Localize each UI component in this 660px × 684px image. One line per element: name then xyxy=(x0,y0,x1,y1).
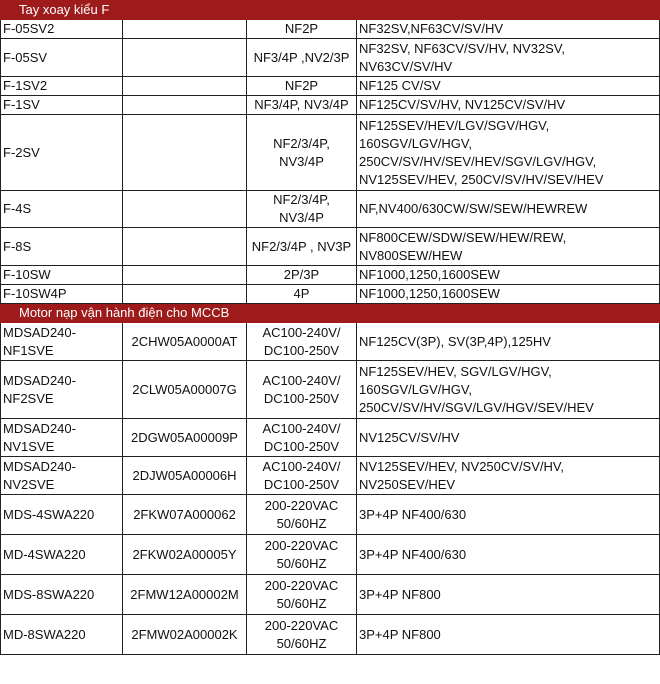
table-row xyxy=(1,361,660,419)
model-cell: F-1SV2 xyxy=(1,77,123,96)
poles-cell: NF2/3/4P, NV3/4P xyxy=(247,191,357,228)
model-cell: F-1SV xyxy=(1,96,123,115)
table-row xyxy=(1,39,660,77)
code-cell: 2FMW02A00002K xyxy=(123,615,247,655)
compat-cell: NF800CEW/SDW/SEW/HEW/REW, NV800SEW/HEW xyxy=(357,228,660,266)
model-cell: MDSAD240-NF1SVE xyxy=(1,323,123,361)
table-row xyxy=(1,20,660,39)
compat-cell: NF1000,1250,1600SEW xyxy=(357,285,660,304)
poles-cell: 200-220VAC 50/60HZ xyxy=(247,495,357,535)
code-cell xyxy=(123,20,247,39)
compat-cell: NF125CV(3P), SV(3P,4P),125HV xyxy=(357,323,660,361)
compat-cell: 3P+4P NF400/630 xyxy=(357,535,660,575)
compat-cell: NF125SEV/HEV/LGV/SGV/HGV, 160SGV/LGV/HGV, 250CV/SV/HV/SEV/HEV/SGV/LGV/HGV, NV125SEV/HEV, 250CV/SV/HV/SEV/HEV xyxy=(357,115,660,191)
section-header xyxy=(1,1,660,20)
compat-cell: NF1000,1250,1600SEW xyxy=(357,266,660,285)
model-cell: F-05SV xyxy=(1,39,123,77)
table-row xyxy=(1,457,660,495)
code-cell xyxy=(123,39,247,77)
table-row xyxy=(1,228,660,266)
table-row xyxy=(1,285,660,304)
code-cell xyxy=(123,77,247,96)
table-row xyxy=(1,96,660,115)
code-cell xyxy=(123,285,247,304)
model-cell: F-05SV2 xyxy=(1,20,123,39)
compat-cell: NF32SV,NF63CV/SV/HV xyxy=(357,20,660,39)
code-cell: 2DJW05A00006H xyxy=(123,457,247,495)
table-row xyxy=(1,266,660,285)
section-title: Tay xoay kiểu F xyxy=(1,1,660,20)
poles-cell: 200-220VAC 50/60HZ xyxy=(247,615,357,655)
model-cell: F-2SV xyxy=(1,115,123,191)
model-cell: MDS-8SWA220 xyxy=(1,575,123,615)
table-row xyxy=(1,575,660,615)
poles-cell: NF3/4P, NV3/4P xyxy=(247,96,357,115)
table-row xyxy=(1,535,660,575)
compat-cell: NV125CV/SV/HV xyxy=(357,419,660,457)
table-row xyxy=(1,615,660,655)
model-cell: F-8S xyxy=(1,228,123,266)
code-cell xyxy=(123,96,247,115)
compat-cell: NF125SEV/HEV, SGV/LGV/HGV, 160SGV/LGV/HGV, 250CV/SV/HV/SGV/LGV/HGV/SEV/HEV xyxy=(357,361,660,419)
code-cell xyxy=(123,115,247,191)
poles-cell: NF2/3/4P, NV3/4P xyxy=(247,115,357,191)
compat-cell: NF32SV, NF63CV/SV/HV, NV32SV, NV63CV/SV/HV xyxy=(357,39,660,77)
poles-cell: AC100-240V/ DC100-250V xyxy=(247,457,357,495)
code-cell: 2FKW07A000062 xyxy=(123,495,247,535)
poles-cell: AC100-240V/ DC100-250V xyxy=(247,323,357,361)
table-row xyxy=(1,115,660,191)
model-cell: MDSAD240-NF2SVE xyxy=(1,361,123,419)
poles-cell: NF3/4P ,NV2/3P xyxy=(247,39,357,77)
poles-cell: NF2P xyxy=(247,77,357,96)
code-cell: 2CHW05A0000AT xyxy=(123,323,247,361)
compat-cell: NF125CV/SV/HV, NV125CV/SV/HV xyxy=(357,96,660,115)
poles-cell: 2P/3P xyxy=(247,266,357,285)
compat-cell: NF125 CV/SV xyxy=(357,77,660,96)
model-cell: MD-8SWA220 xyxy=(1,615,123,655)
model-cell: F-10SW xyxy=(1,266,123,285)
compat-cell: 3P+4P NF400/630 xyxy=(357,495,660,535)
code-cell: 2FMW12A00002M xyxy=(123,575,247,615)
model-cell: MDSAD240-NV1SVE xyxy=(1,419,123,457)
code-cell: 2CLW05A00007G xyxy=(123,361,247,419)
model-cell: F-4S xyxy=(1,191,123,228)
code-cell xyxy=(123,228,247,266)
poles-cell: 200-220VAC 50/60HZ xyxy=(247,575,357,615)
compat-cell: NV125SEV/HEV, NV250CV/SV/HV, NV250SEV/HEV xyxy=(357,457,660,495)
model-cell: MD-4SWA220 xyxy=(1,535,123,575)
section-header xyxy=(1,304,660,323)
table-row xyxy=(1,77,660,96)
poles-cell: AC100-240V/ DC100-250V xyxy=(247,419,357,457)
compat-cell: 3P+4P NF800 xyxy=(357,615,660,655)
model-cell: MDS-4SWA220 xyxy=(1,495,123,535)
compat-cell: NF,NV400/630CW/SW/SEW/HEWREW xyxy=(357,191,660,228)
poles-cell: AC100-240V/ DC100-250V xyxy=(247,361,357,419)
compat-cell: 3P+4P NF800 xyxy=(357,575,660,615)
code-cell xyxy=(123,191,247,228)
code-cell xyxy=(123,266,247,285)
code-cell: 2DGW05A00009P xyxy=(123,419,247,457)
section-title: Motor nạp vận hành điện cho MCCB xyxy=(1,304,660,323)
table-row xyxy=(1,191,660,228)
table-body xyxy=(1,1,660,655)
code-cell: 2FKW02A00005Y xyxy=(123,535,247,575)
poles-cell: 200-220VAC 50/60HZ xyxy=(247,535,357,575)
poles-cell: NF2P xyxy=(247,20,357,39)
table-row xyxy=(1,419,660,457)
poles-cell: NF2/3/4P , NV3P xyxy=(247,228,357,266)
table-row xyxy=(1,495,660,535)
model-cell: MDSAD240-NV2SVE xyxy=(1,457,123,495)
table-row xyxy=(1,323,660,361)
poles-cell: 4P xyxy=(247,285,357,304)
model-cell: F-10SW4P xyxy=(1,285,123,304)
